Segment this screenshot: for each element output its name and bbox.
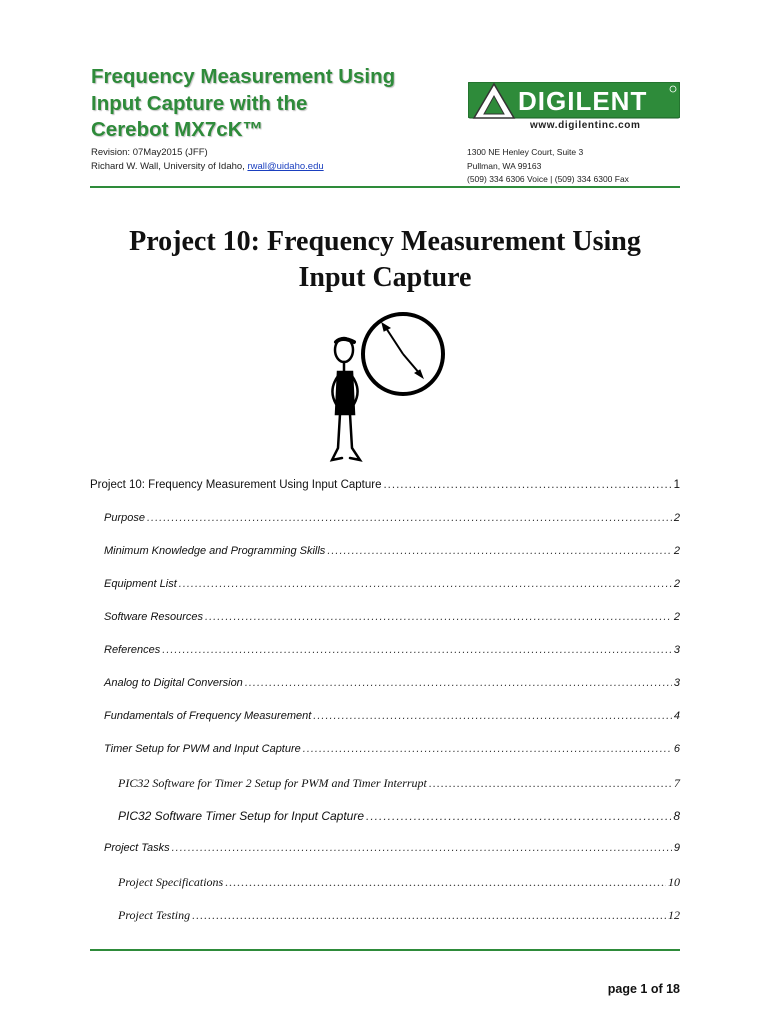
toc-entry-page: 8 <box>673 809 680 823</box>
document-title-line1: Frequency Measurement Using <box>91 65 396 88</box>
toc-entry-page: 10 <box>668 875 680 889</box>
toc-entry-page: 4 <box>673 710 680 722</box>
stick-figure-clock-illustration <box>320 310 450 470</box>
toc-entry-title: Minimum Knowledge and Programming Skills <box>104 545 326 557</box>
toc-leader <box>383 479 671 491</box>
toc-leader <box>179 578 672 590</box>
toc-entry[interactable] <box>104 743 680 755</box>
document-title-line3: Cerebot MX7cK™ <box>91 118 264 141</box>
toc-leader <box>162 644 672 656</box>
toc-entry[interactable] <box>118 776 680 791</box>
toc-leader <box>303 743 672 755</box>
toc-leader <box>429 776 672 791</box>
address-line3: (509) 334 6306 Voice | (509) 334 6300 Fax <box>467 174 629 184</box>
toc-entry-page: 3 <box>673 677 680 689</box>
toc-entry[interactable] <box>104 644 680 656</box>
project-heading-line2: Input Capture <box>298 262 472 293</box>
toc-entry[interactable] <box>104 710 680 722</box>
address-line2: Pullman, WA 99163 <box>467 160 542 171</box>
toc-entry-title: References <box>104 644 161 656</box>
toc-entry-page: 12 <box>668 908 680 922</box>
toc-entry-title: Project Testing <box>118 908 191 922</box>
toc-entry[interactable] <box>90 479 680 491</box>
header-rule <box>90 186 680 188</box>
document-title-line2: Input Capture with the <box>91 91 308 115</box>
toc-entry-title: Project Specifications <box>118 875 224 889</box>
toc-leader <box>225 875 666 890</box>
toc-entry-title: Analog to Digital Conversion <box>104 677 243 689</box>
toc-entry-title: Equipment List <box>104 578 177 590</box>
toc-entry-page: 3 <box>673 644 680 656</box>
toc-leader <box>147 512 672 524</box>
website-text: www.digilentinc.com <box>530 120 641 131</box>
stick-figure-icon <box>332 338 360 460</box>
author-text: Richard W. Wall, University of Idaho, <box>91 161 248 172</box>
clock-icon <box>363 314 443 394</box>
toc-entry[interactable] <box>118 875 680 890</box>
toc-entry[interactable] <box>104 578 680 590</box>
toc-leader <box>366 809 671 823</box>
toc-entry-title: Software Resources <box>104 611 204 623</box>
toc-entry-page: 2 <box>673 611 680 623</box>
toc-leader <box>327 545 672 557</box>
revision-info <box>91 146 324 174</box>
project-heading-line1: Project 10: Frequency Measurement Using <box>129 226 641 257</box>
toc-entry-page: 7 <box>674 776 680 790</box>
toc-leader <box>192 908 666 923</box>
toc-leader <box>172 842 672 854</box>
toc-entry-page: 9 <box>673 842 680 854</box>
address-line1: 1300 NE Henley Court, Suite 3 <box>467 147 584 157</box>
toc-entry[interactable] <box>118 809 680 823</box>
revision-text: Revision: 07May2015 (JFF) <box>91 147 208 158</box>
page-number: page 1 of 18 <box>607 982 680 996</box>
document-title <box>91 64 451 144</box>
toc-entry[interactable] <box>118 908 680 923</box>
toc-entry-title: Purpose <box>104 512 145 524</box>
project-heading <box>90 224 680 296</box>
toc-entry-title: Fundamentals of Frequency Measurement <box>104 710 312 722</box>
toc-entry-page: 6 <box>673 743 680 755</box>
toc-entry-page: 2 <box>673 545 680 557</box>
company-address <box>467 146 629 187</box>
toc-entry[interactable] <box>104 842 680 854</box>
toc-entry-page: 2 <box>673 578 680 590</box>
toc-entry[interactable] <box>104 512 680 524</box>
footer-rule <box>90 949 680 951</box>
toc-entry-title: PIC32 Software Timer Setup for Input Capture <box>118 809 365 823</box>
toc-leader <box>245 677 672 689</box>
toc-entry[interactable] <box>104 677 680 689</box>
toc-entry-title: Project Tasks <box>104 842 170 854</box>
toc-entry-page: 1 <box>673 479 680 491</box>
logo-wordmark: DIGILENT <box>518 86 648 116</box>
toc-entry[interactable] <box>104 611 680 623</box>
toc-entry-title: Timer Setup for PWM and Input Capture <box>104 743 301 755</box>
author-email-link[interactable]: rwall@uidaho.edu <box>247 161 324 172</box>
author-line <box>91 160 324 174</box>
toc-entry[interactable] <box>104 545 680 557</box>
toc-leader <box>205 611 672 623</box>
toc-entry-title: PIC32 Software for Timer 2 Setup for PWM and Timer Interrupt <box>118 776 427 790</box>
toc-entry-page: 2 <box>673 512 680 524</box>
toc-leader <box>313 710 672 722</box>
toc-entry-title: Project 10: Frequency Measurement Using Input Capture <box>90 479 382 491</box>
